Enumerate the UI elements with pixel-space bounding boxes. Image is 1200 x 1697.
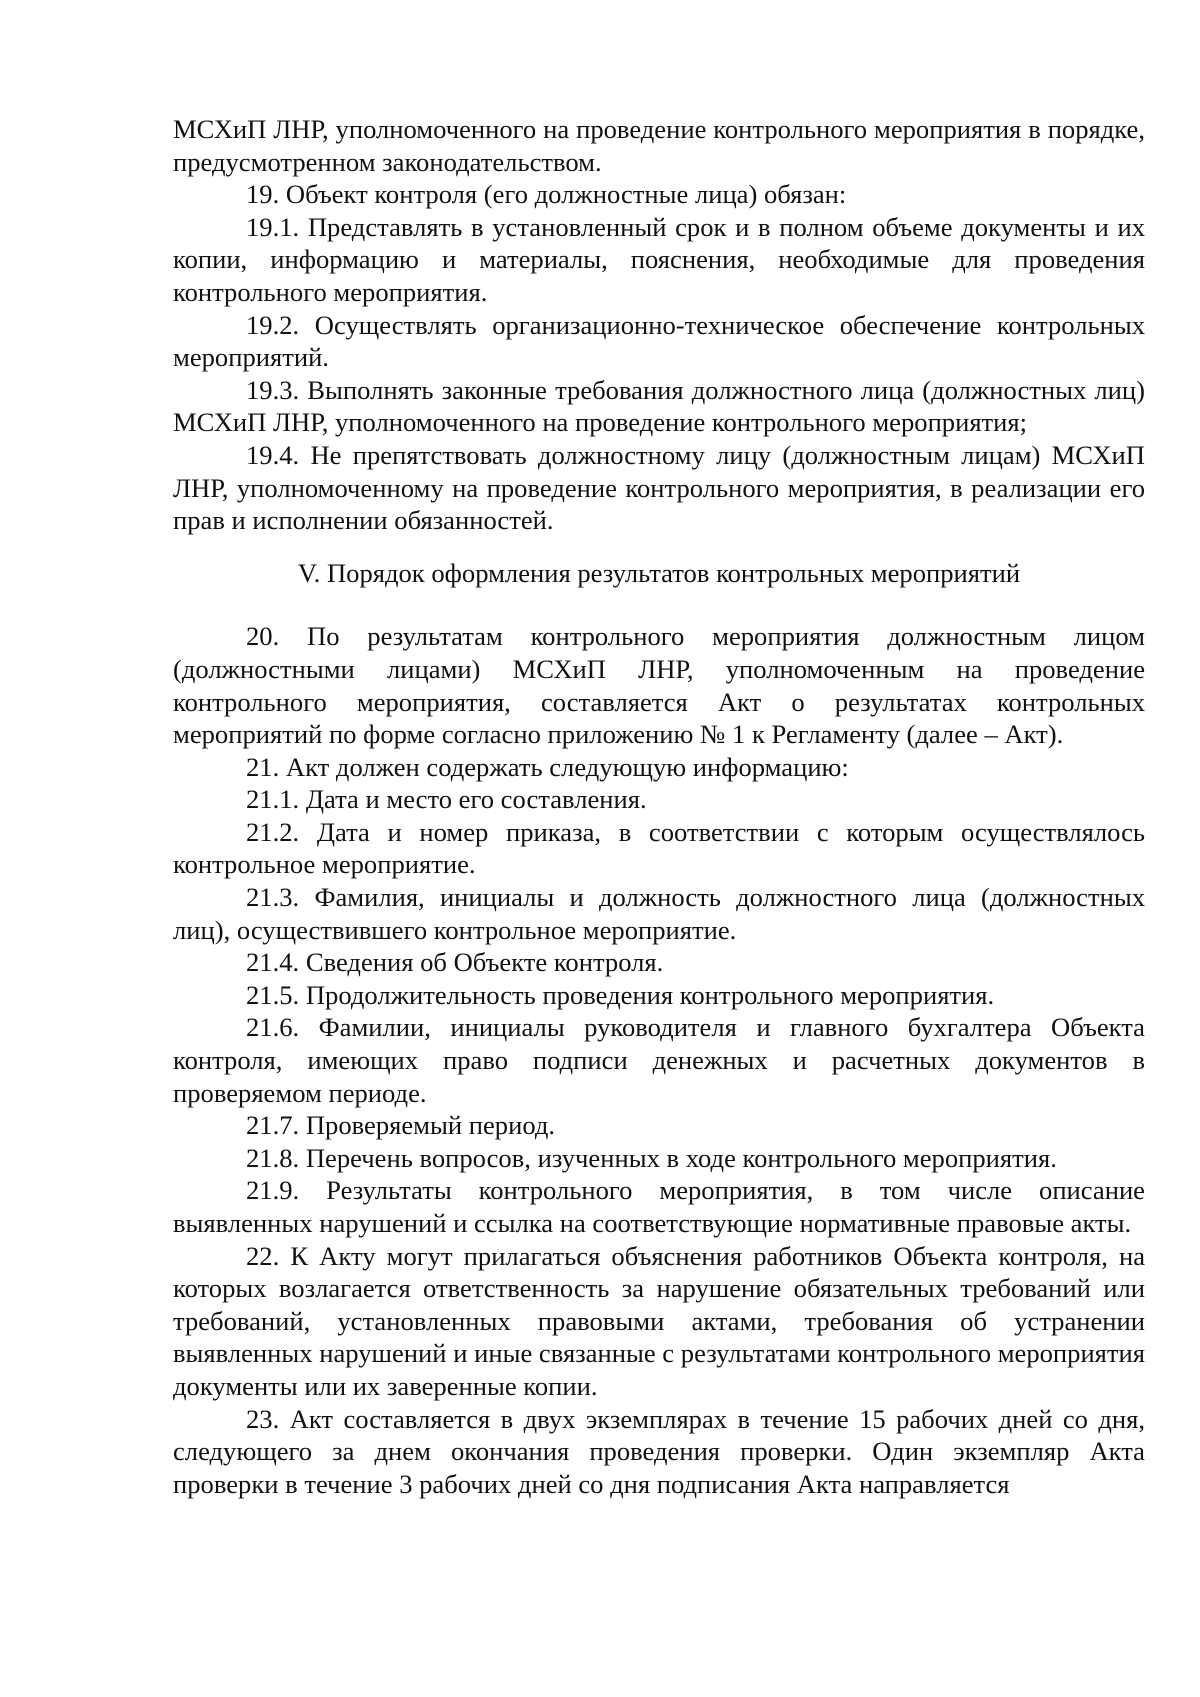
paragraph-19-3: 19.3. Выполнять законные требования должностного лица (должностных лиц) МСХиП ЛНР, уполномоченного на проведение контрольного мероприятия; <box>173 374 1145 438</box>
paragraph-21-8: 21.8. Перечень вопросов, изученных в ходе контрольного мероприятия. <box>246 1142 1057 1173</box>
section-heading: V. Порядок оформления результатов контрольных мероприятий <box>297 557 1021 588</box>
spacer <box>173 537 1145 557</box>
paragraph-19: 19. Объект контроля (его должностные лица) обязан: <box>246 179 847 210</box>
paragraph-23: 23. Акт составляется в двух экземплярах в течение 15 рабочих дней со дня, следующего за днем окончания проведения проверки. Один экземпляр Акта проверки в течение 3 рабочих дней со дня подписания Акта направляется <box>173 1403 1145 1499</box>
paragraph-19-1: 19.1. Представлять в установленный срок и в полном объеме документы и их копии, информацию и материалы, пояснения, необходимые для проведения контрольного мероприятия. <box>173 211 1145 307</box>
paragraph-21-3: 21.3. Фамилия, инициалы и должность должностного лица (должностных лиц), осуществившего контрольное мероприятие. <box>173 882 1145 945</box>
paragraph-21-4: 21.4. Сведения об Объекте контроля. <box>246 947 664 978</box>
paragraph-21-2: 21.2. Дата и номер приказа, в соответствии с которым осуществлялось контрольное мероприятие. <box>173 816 1145 880</box>
document-body <box>173 113 1145 1500</box>
paragraph-21-1: 21.1. Дата и место его составления. <box>246 784 647 815</box>
paragraph-21-9: 21.9. Результаты контрольного мероприятия, в том числе описание выявленных нарушений и ссылка на соответствующие нормативные правовые акты. <box>173 1175 1145 1238</box>
paragraph-21-5: 21.5. Продолжительность проведения контрольного мероприятия. <box>246 979 995 1010</box>
paragraph-continuation: МСХиП ЛНР, уполномоченного на проведение контрольного мероприятия в порядке, предусмотренном законодательством. <box>173 114 1145 177</box>
paragraph-19-2: 19.2. Осуществлять организационно-техническое обеспечение контрольных мероприятий. <box>173 309 1145 373</box>
paragraph-21: 21. Акт должен содержать следующую информацию: <box>246 751 849 782</box>
paragraph-22: 22. К Акту могут прилагаться объяснения работников Объекта контроля, на которых возлагается ответственность за нарушение обязательных требований или требований, установленных правовыми актами, требования об устранении выявленных нарушений и иные связанные с результатами контрольного мероприятия документы или их заверенные копии. <box>173 1240 1145 1401</box>
paragraph-21-6: 21.6. Фамилии, инициалы руководителя и главного бухгалтера Объекта контроля, имеющих право подписи денежных и расчетных документов в проверяемом периоде. <box>173 1012 1145 1108</box>
paragraph-21-7: 21.7. Проверяемый период. <box>246 1110 556 1141</box>
paragraph-20: 20. По результатам контрольного мероприятия должностным лицом (должностными лицами) МСХиП ЛНР, уполномоченным на проведение контрольного мероприятия, составляется Акт о результатах контрольных мероприятий по форме согласно приложению № 1 к Регламенту (далее – Акт). <box>173 621 1145 750</box>
paragraph-19-4: 19.4. Не препятствовать должностному лицу (должностным лицам) МСХиП ЛНР, уполномоченному на проведение контрольного мероприятия, в реализации его прав и исполнении обязанностей. <box>173 439 1145 536</box>
spacer <box>173 589 1145 620</box>
